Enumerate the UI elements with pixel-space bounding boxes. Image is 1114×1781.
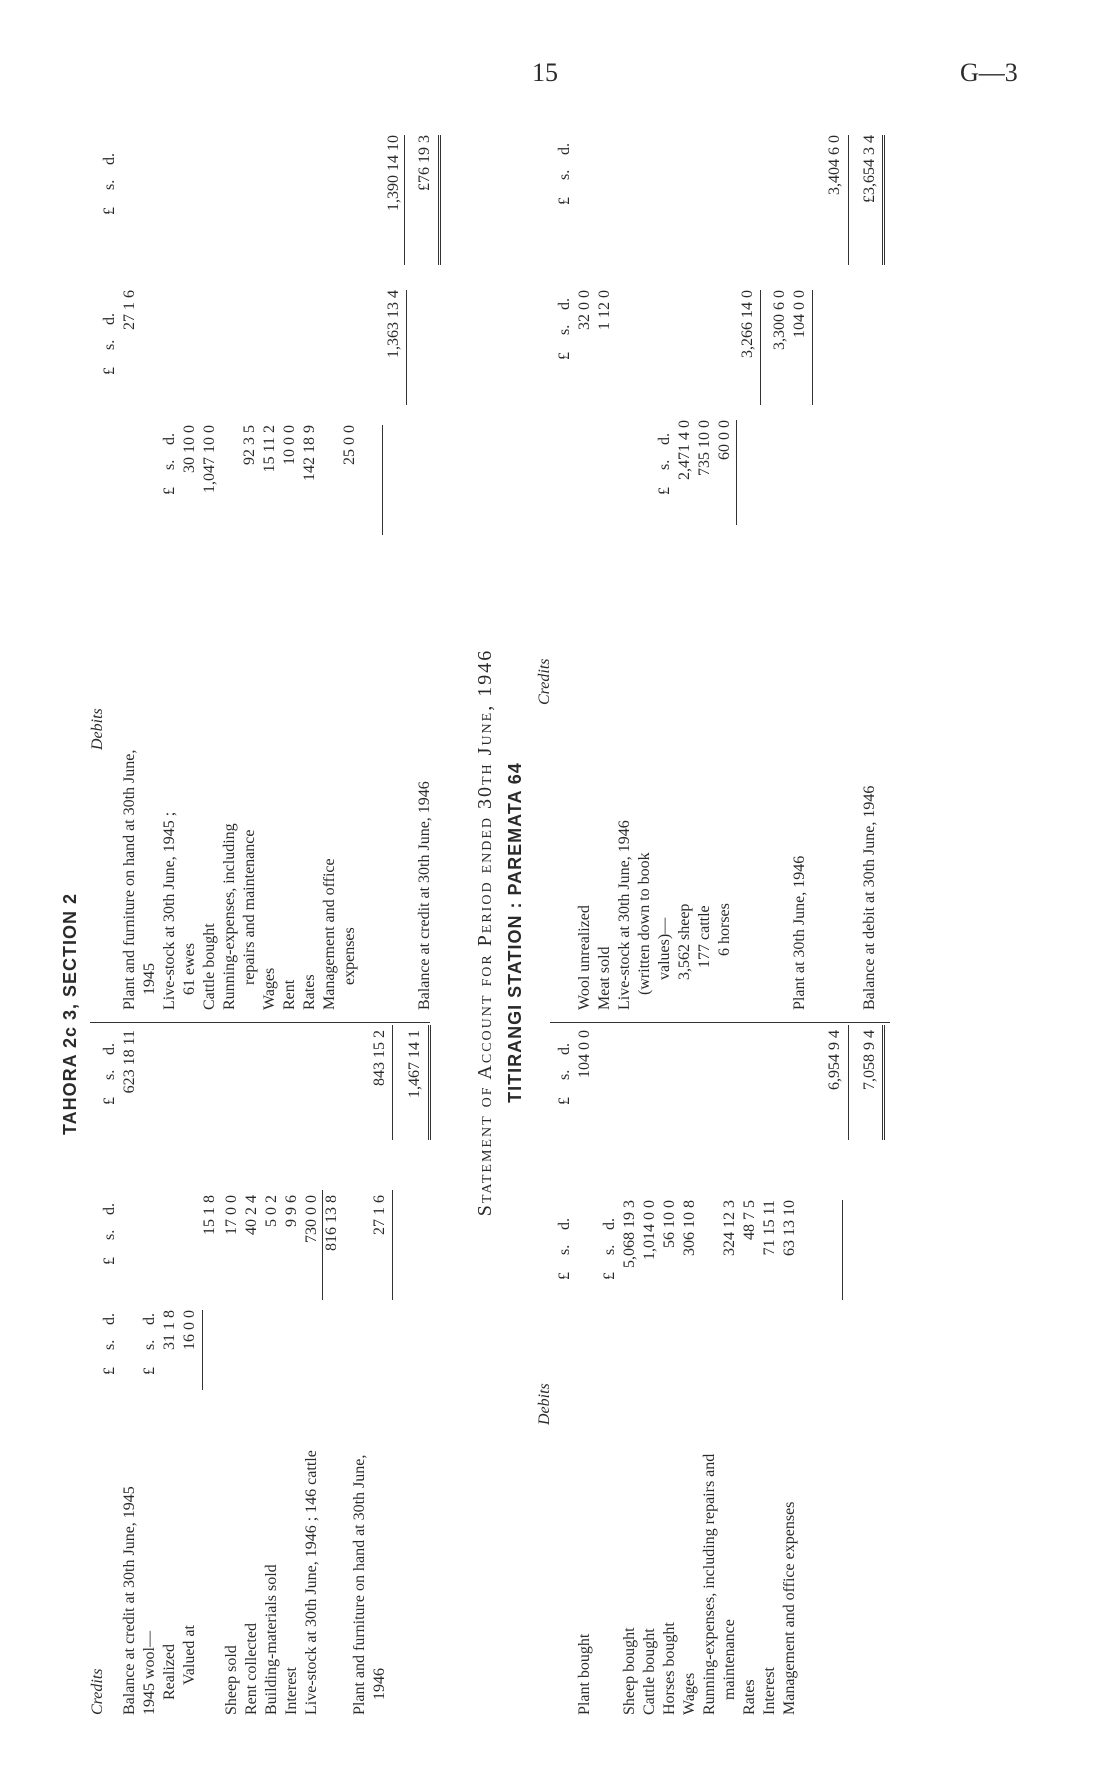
st-cr-stock-label: 3,562 sheep (676, 903, 693, 980)
st-dr-subtotal: 6,954 9 4 (826, 1030, 843, 1090)
tahora-dr-inner-s: s. (161, 459, 178, 470)
tahora-dr-subtotal: 1,363 13 4 (385, 290, 402, 358)
st-cr-stock-total: 3,266 14 0 (739, 290, 756, 358)
tahora-dr-item-label: Management and office (321, 858, 338, 1010)
tahora-dr-mid-l: £ (101, 367, 118, 375)
st-dr-item-label: Running-expenses, including repairs and (701, 1453, 718, 1715)
st-cr-total: 3,404 6 0 (826, 135, 843, 195)
tahora-dr-total: 1,390 14 10 (385, 135, 402, 211)
tahora-dr-mid-s: s. (101, 339, 118, 350)
tahora-dr-item-amt: 1,047 10 0 (201, 425, 218, 493)
tahora-cr-item-amt: 5 0 2 (263, 1195, 280, 1227)
st-dr-out-d: d. (556, 1043, 573, 1055)
st-dr-plant-amt: 104 0 0 (576, 1030, 593, 1078)
st-cr-stock-label-1: Live-stock at 30th June, 1946 (616, 820, 633, 1010)
tahora-cr-plant-amt: 27 1 6 (371, 1195, 388, 1235)
st-dr-item-label: Sheep bought (621, 1627, 638, 1715)
tahora-dr-item-amt: 10 0 0 (281, 425, 298, 465)
st-cr-subtotal: 3,300 6 0 (771, 290, 788, 350)
tahora-cr-mid-s: s. (101, 1229, 118, 1240)
st-dr-total: 7,058 9 4 (861, 1030, 878, 1090)
st-cr-stock-amt: 60 0 0 (716, 420, 733, 460)
st-dr-plant-label: Plant bought (576, 1633, 593, 1715)
tahora-cr-subtotal: 816 13 8 (323, 1195, 340, 1251)
tahora-cr-item-label: Sheep sold (223, 1645, 240, 1715)
st-dr-item-amt: 48 7 5 (741, 1200, 758, 1240)
tahora-cr-grand-total: 1,467 14 1 (406, 1030, 423, 1098)
st-dr-item-label: Wages (681, 1672, 698, 1715)
tahora-cr-mid-l: £ (101, 1257, 118, 1265)
st-cr-mid-l: £ (556, 352, 573, 360)
tahora-debits-caption: Debits (89, 708, 106, 750)
st-dr-item-label: Cattle bought (641, 1628, 658, 1715)
tahora-cr-plant-label-1: Plant and furniture on hand at 30th June, (351, 1454, 368, 1715)
st-dr-item-amt: 56 10 0 (661, 1200, 678, 1248)
st-dr-item-label: Interest (761, 1667, 778, 1715)
tahora-dr-out-s: s. (101, 179, 118, 190)
tahora-dr-out-d: d. (101, 153, 118, 165)
tahora-cr-wool-total: 15 1 8 (201, 1195, 218, 1235)
st-cr-item-amt: 32 0 0 (576, 290, 593, 330)
tahora-dr-inner-l: £ (161, 487, 178, 495)
st-cr-inner-s: s. (656, 459, 673, 470)
station-title: TITIRANGI STATION : PAREMATA 64 (505, 762, 525, 1103)
tahora-title: TAHORA 2c 3, SECTION 2 (60, 892, 80, 1135)
tahora-dr-plant-label-1: Plant and furniture on hand at 30th June, (121, 749, 138, 1010)
tahora-cr-valued-amt: 16 0 0 (181, 1310, 198, 1350)
tahora-cr-balance-label: Balance at credit at 30th June, 1945 (121, 1486, 138, 1715)
station-credits-caption: Credits (536, 658, 553, 705)
tahora-cr-item-amt: 730 0 0 (303, 1195, 320, 1243)
st-dr-inner-l: £ (556, 1272, 573, 1280)
tahora-cr-item-label: Interest (283, 1667, 300, 1715)
st-cr-stock-label-2: (written down to book (636, 852, 653, 995)
tahora-dr-ewes-label: 61 ewes (181, 943, 198, 995)
tahora-cr-realized-label: Realized (161, 1644, 178, 1700)
st-cr-balance-amt: £3,654 3 4 (861, 135, 878, 203)
statement-title: Statement of Account for Period ended 30th June, 1946 (474, 648, 496, 1217)
tahora-cr-valued-label: Valued at (181, 1625, 198, 1685)
tahora-dr-balance-label: Balance at credit at 30th June, 1946 (416, 781, 433, 1010)
tahora-dr-ewes-amt: 30 10 0 (181, 425, 198, 473)
tahora-dr-item-label: Rates (301, 974, 318, 1010)
st-cr-item-label: Meat sold (596, 946, 613, 1010)
st-dr-item-amt: 324 12 3 (721, 1200, 738, 1256)
st-dr-out-l: £ (556, 1097, 573, 1105)
st-cr-stock-label: 6 horses (716, 903, 733, 956)
tahora-cr-balance-amt: 623 18 11 (121, 1030, 138, 1094)
st-dr-inner-s: s. (556, 1244, 573, 1255)
tahora-cr-item-amt: 40 2 4 (243, 1195, 260, 1235)
tahora-dr-item-amt: 25 0 0 (341, 425, 358, 465)
st-dr-item-amt: 1,014 0 0 (641, 1200, 658, 1260)
tahora-cr-inner-hdr-d: d. (141, 1313, 158, 1325)
tahora-cr-item-label: Rent collected (243, 1623, 260, 1715)
tahora-dr-plant-label-2: 1945 (141, 963, 158, 995)
tahora-cr-out-d: d. (101, 1043, 118, 1055)
st-cr-plant-label: Plant at 30th June, 1946 (791, 855, 808, 1010)
st-dr-items-s: s. (601, 1244, 618, 1255)
tahora-dr-item-label: Wages (261, 967, 278, 1010)
document-reference: G—3 (960, 58, 1018, 87)
tahora-dr-balance-amt: £76 19 3 (416, 135, 433, 191)
tahora-dr-item-label: Cattle bought (201, 923, 218, 1010)
tahora-dr-item-label: Running-expenses, including (221, 823, 238, 1010)
st-dr-item-label: Horses bought (661, 1622, 678, 1715)
tahora-dr-mid-d: d. (101, 313, 118, 325)
tahora-dr-plant-amt: 27 1 6 (121, 290, 138, 330)
st-dr-items-l: £ (601, 1272, 618, 1280)
st-cr-stock-amt: 2,471 4 0 (676, 420, 693, 480)
st-cr-inner-d: d. (656, 433, 673, 445)
st-dr-item-amt: 5,068 19 3 (621, 1200, 638, 1268)
tahora-cr-inner-d: d. (101, 1313, 118, 1325)
tahora-dr-item-label-cont: expenses (341, 927, 358, 985)
st-cr-inner-l: £ (656, 487, 673, 495)
tahora-cr-inner-hdr-l: £ (141, 1367, 158, 1375)
st-cr-stock-label-3: values)— (656, 917, 673, 980)
tahora-cr-item-label: Building-materials sold (263, 1564, 280, 1715)
st-cr-out-l: £ (556, 197, 573, 205)
tahora-cr-mid-d: d. (101, 1203, 118, 1215)
tahora-dr-inner-d: d. (161, 433, 178, 445)
st-dr-item-amt: 63 13 10 (781, 1200, 798, 1256)
st-dr-item-label-cont: maintenance (721, 1619, 738, 1700)
tahora-cr-realized-amt: 31 1 8 (161, 1310, 178, 1350)
tahora-cr-item-amt: 17 0 0 (223, 1195, 240, 1235)
st-dr-item-amt: 71 15 11 (761, 1200, 778, 1256)
tahora-cr-plant-label-2: 1946 (371, 1668, 388, 1700)
tahora-cr-inner-hdr-s: s. (141, 1339, 158, 1350)
tahora-dr-item-amt: 92 3 5 (241, 425, 258, 465)
st-dr-item-amt: 306 10 8 (681, 1200, 698, 1256)
tahora-dr-stock-label: Live-stock at 30th June, 1945 ; (161, 811, 178, 1010)
st-cr-plant-amt: 104 0 0 (791, 290, 808, 338)
st-cr-item-amt: 1 12 0 (596, 290, 613, 330)
tahora-cr-inner-l: £ (101, 1367, 118, 1375)
tahora-cr-item-amt: 9 9 6 (283, 1195, 300, 1227)
st-cr-mid-s: s. (556, 324, 573, 335)
tahora-dr-item-label-cont: repairs and maintenance (241, 829, 258, 985)
st-dr-item-label: Management and office expenses (781, 1501, 798, 1715)
st-dr-out-s: s. (556, 1069, 573, 1080)
st-dr-inner-d: d. (556, 1218, 573, 1230)
tahora-cr-item-label: Live-stock at 30th June, 1946 ; 146 cattle (303, 1450, 320, 1715)
tahora-dr-item-label: Rent (281, 979, 298, 1010)
station-debits-caption: Debits (536, 1383, 553, 1425)
tahora-cr-out-s: s. (101, 1069, 118, 1080)
rotated-accounts (60, 120, 960, 1745)
st-dr-items-d: d. (601, 1218, 618, 1230)
st-dr-item-label: Rates (741, 1679, 758, 1715)
st-cr-balance-label: Balance at debit at 30th June, 1946 (861, 785, 878, 1010)
tahora-credits-caption: Credits (89, 1668, 106, 1715)
st-cr-out-d: d. (556, 143, 573, 155)
tahora-dr-item-amt: 15 11 2 (261, 425, 278, 473)
st-cr-mid-d: d. (556, 298, 573, 310)
tahora-cr-total-with-bal: 843 15 2 (371, 1030, 388, 1086)
tahora-cr-inner-s: s. (101, 1339, 118, 1350)
st-cr-out-s: s. (556, 169, 573, 180)
st-cr-item-label: Wool unrealized (576, 905, 593, 1010)
st-cr-stock-label: 177 cattle (696, 905, 713, 968)
tahora-cr-out-l: £ (101, 1097, 118, 1105)
tahora-dr-item-amt: 142 18 9 (301, 425, 318, 481)
tahora-cr-wool-heading: 1945 wool— (141, 1631, 158, 1715)
st-cr-stock-amt: 735 10 0 (696, 420, 713, 476)
tahora-dr-out-l: £ (101, 207, 118, 215)
page-number: 15 (532, 58, 558, 87)
